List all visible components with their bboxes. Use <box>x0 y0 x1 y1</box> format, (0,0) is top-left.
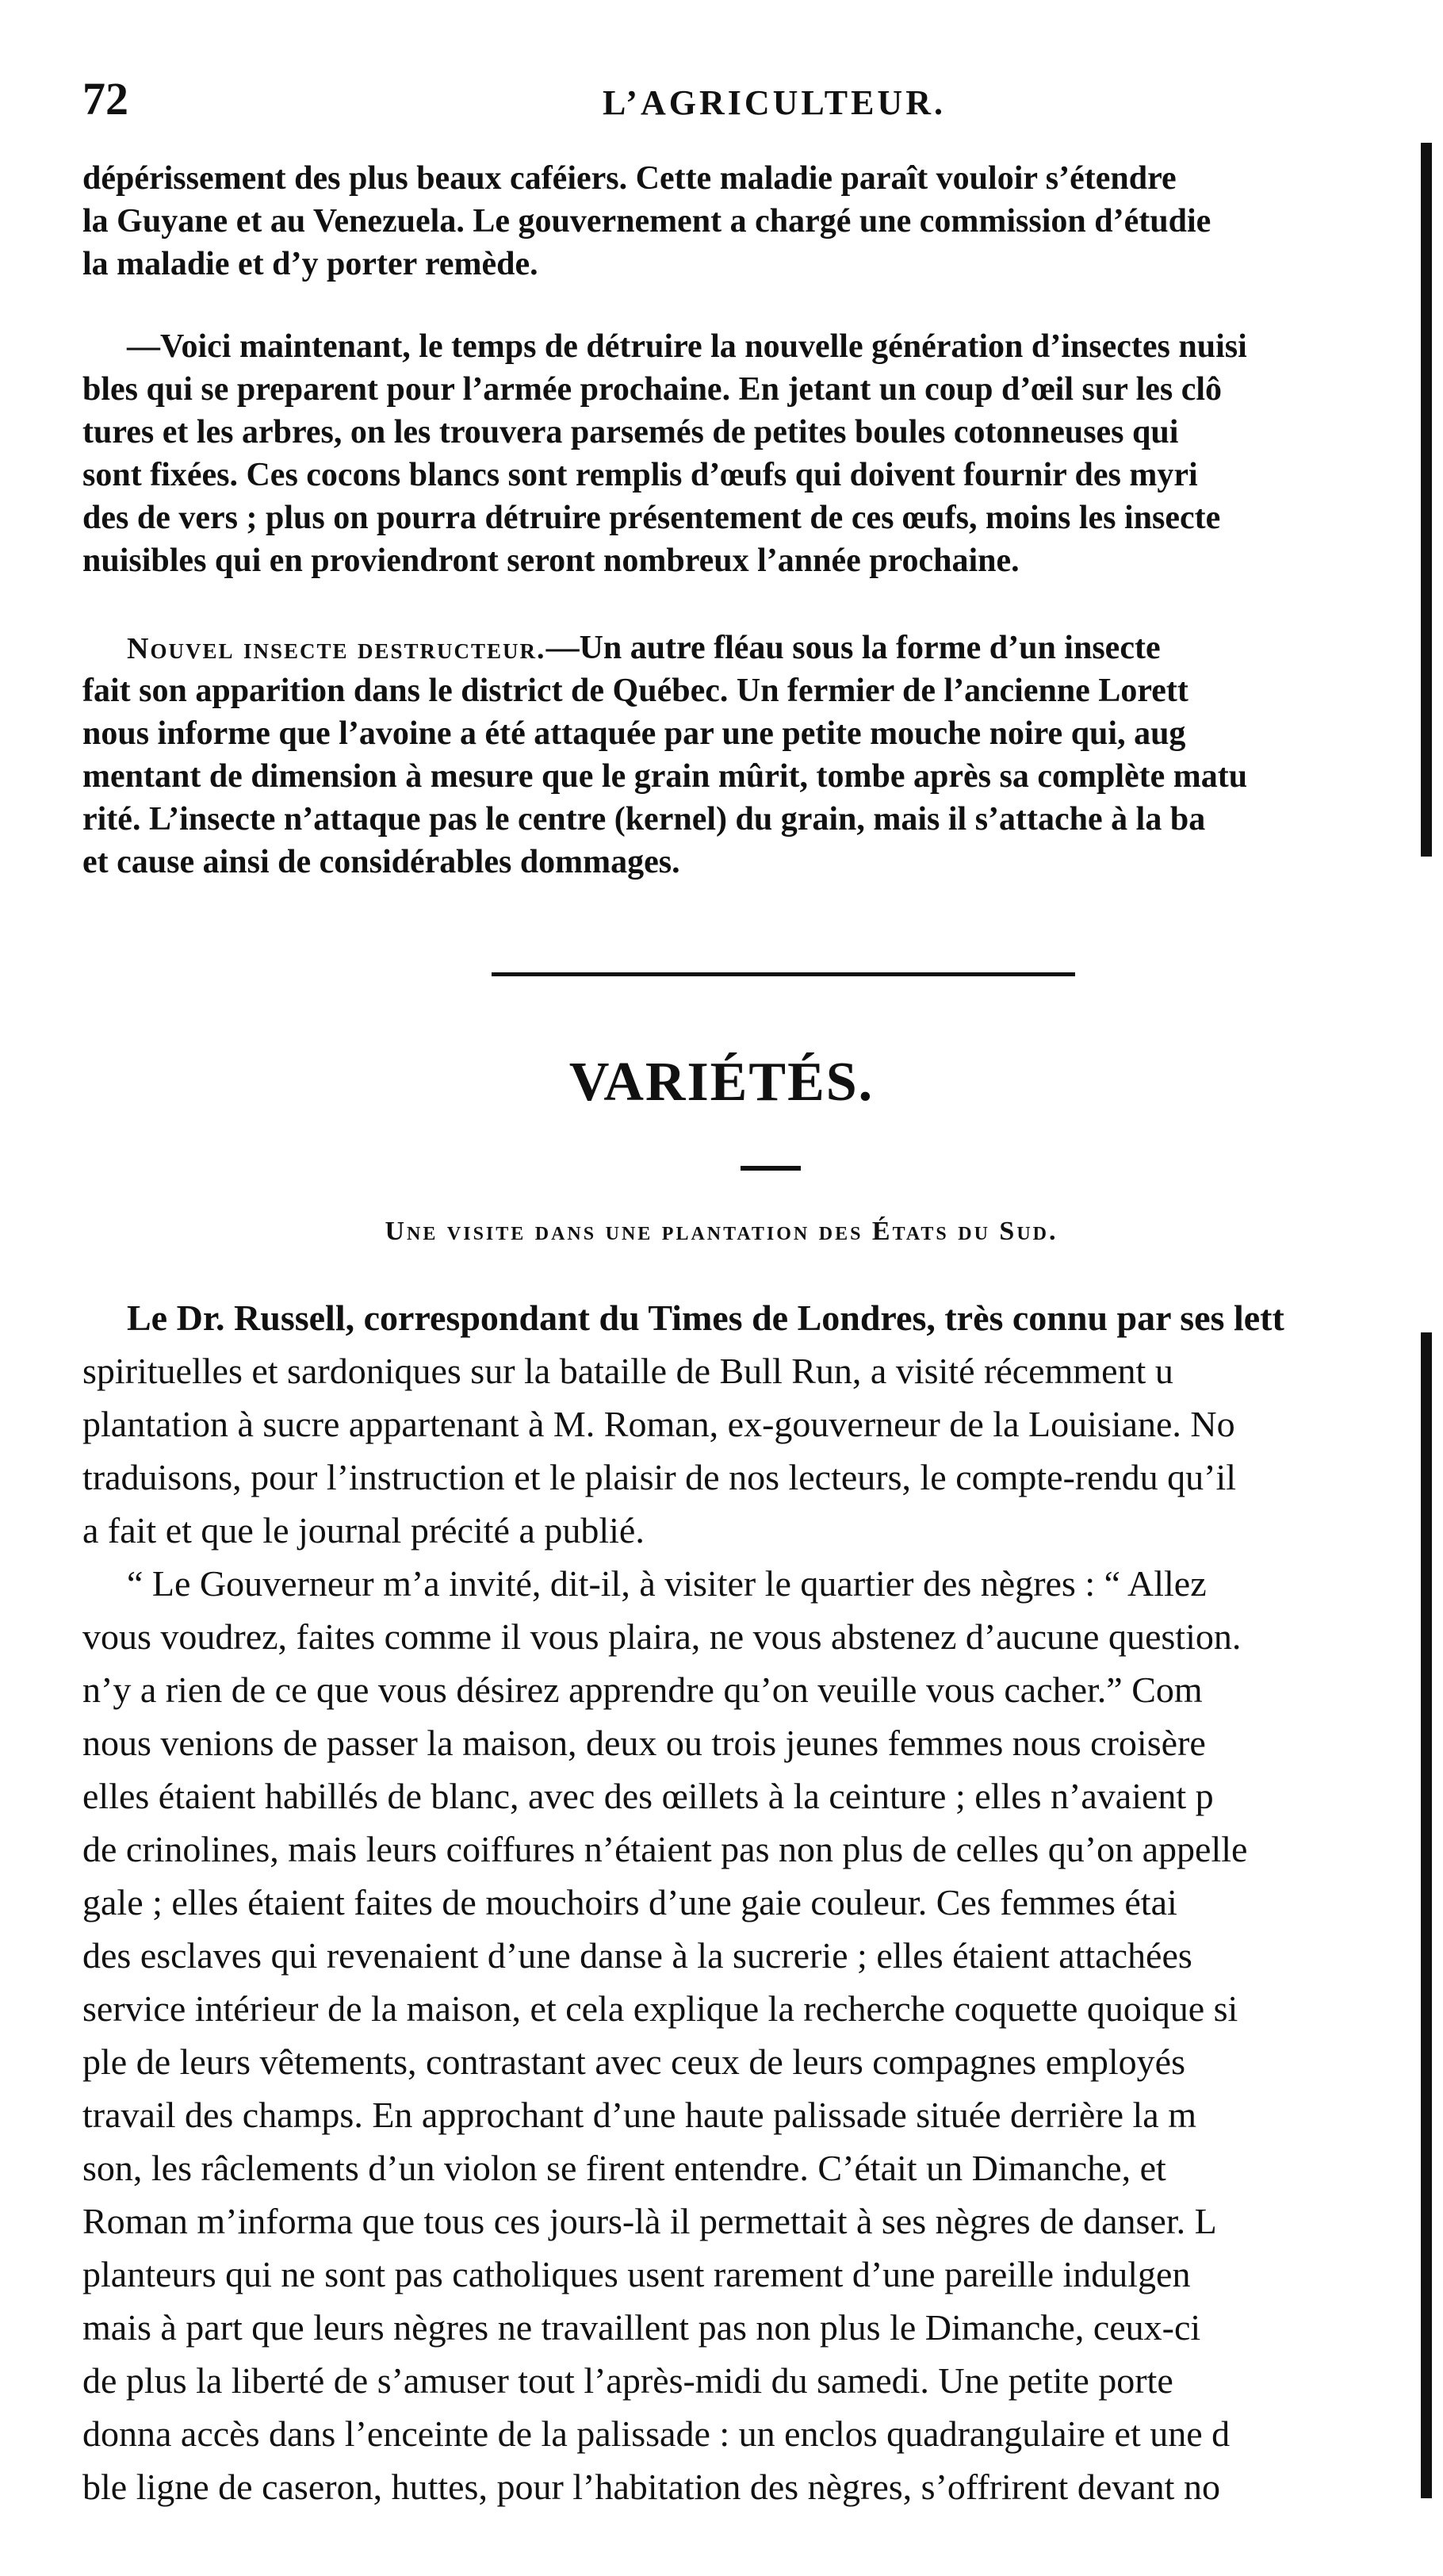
text-line: de crinolines, mais leurs coiffures n’étaient pas non plus de celles qu’on appelle <box>82 1829 1248 1869</box>
text-line: elles étaient habillés de blanc, avec des œillets à la ceinture ; elles n’avaient p <box>82 1776 1214 1816</box>
text-line <box>82 627 1422 669</box>
text-line: a fait et que le journal précité a publié. <box>82 1510 645 1551</box>
paragraph-insect-generation <box>82 325 1422 582</box>
text-line: bles qui se preparent pour l’armée prochaine. En jetant un coup d’œil sur les clô <box>82 371 1223 408</box>
text-line: nuisibles qui en proviendront seront nombreux l’année prochaine. <box>82 542 1020 579</box>
text-line: mais à part que leurs nègres ne travaillent pas non plus le Dimanche, ceux-ci <box>82 2307 1201 2348</box>
text-line: de plus la liberté de s’amuser tout l’après-midi du samedi. Une petite porte <box>82 2360 1173 2401</box>
paragraph-new-insect <box>82 627 1422 884</box>
running-title: L’AGRICULTEUR. <box>603 83 946 122</box>
gutter-shadow-top <box>1421 143 1432 857</box>
text-line: travail des champs. En approchant d’une haute palissade située derrière la m <box>82 2095 1196 2135</box>
text-line: des de vers ; plus on pourra détruire présentement de ces œufs, moins les insecte <box>82 500 1221 536</box>
text-line: plantation à sucre appartenant à M. Roman, ex-gouverneur de la Louisiane. No <box>82 1404 1235 1444</box>
text-line: son, les râclements d’un violon se firent entendre. C’était un Dimanche, et <box>82 2148 1166 2188</box>
text-line: donna accès dans l’enceinte de la palissade : un enclos quadrangulaire et une d <box>82 2413 1231 2454</box>
text-line: la Guyane et au Venezuela. Le gouvernement a chargé une commission d’étudie <box>82 203 1211 240</box>
text-line: nous informe que l’avoine a été attaquée par une petite mouche noire qui, aug <box>82 715 1186 752</box>
paragraph-coffee-disease <box>82 157 1422 286</box>
text-line: ble ligne de caseron, huttes, pour l’habitation des nègres, s’offrirent devant no <box>82 2467 1220 2507</box>
page-number: 72 <box>82 73 128 125</box>
text-line: la maladie et d’y porter remède. <box>82 246 538 282</box>
text-line: gale ; elles étaient faites de mouchoirs d’une gaie couleur. Ces femmes étai <box>82 1882 1177 1922</box>
text-line: “ Le Gouverneur m’a invité, dit-il, à visiter le quartier des nègres : “ Allez <box>127 1563 1207 1604</box>
text-line: dépérissement des plus beaux caféiers. Cette maladie paraît vouloir s’étendre <box>82 160 1177 197</box>
text-line: Le Dr. Russell, correspondant du Times de Londres, très connu par ses lett <box>127 1298 1284 1338</box>
text-line: sont fixées. Ces cocons blancs sont remplis d’œufs qui doivent fournir des myri <box>82 457 1198 493</box>
text-line: rité. L’insecte n’attaque pas le centre (kernel) du grain, mais il s’attache à la ba <box>82 801 1206 838</box>
gutter-shadow-bottom <box>1421 1332 1432 2498</box>
text-line: —Voici maintenant, le temps de détruire la nouvelle génération d’insectes nuisi <box>127 328 1247 365</box>
text-line: spirituelles et sardoniques sur la bataille de Bull Run, a visité récemment u <box>82 1351 1173 1391</box>
text-line: ple de leurs vêtements, contrastant avec ceux de leurs compagnes employés <box>82 2041 1185 2082</box>
text-line: des esclaves qui revenaient d’une danse à la sucrerie ; elles étaient attachées <box>82 1935 1192 1976</box>
title-rule <box>741 1166 801 1171</box>
text-line: vous voudrez, faites comme il vous plaira, ne vous abstenez d’aucune question. <box>82 1616 1242 1657</box>
text-line: Roman m’informa que tous ces jours-là il permettait à ses nègres de danser. L <box>82 2201 1217 2241</box>
article-body <box>82 1291 1422 2513</box>
text-line: fait son apparition dans le district de Québec. Un fermier de l’ancienne Lorett <box>82 673 1188 709</box>
text-line: mentant de dimension à mesure que le grain mûrit, tombe après sa complète matu <box>82 758 1248 795</box>
text-line: planteurs qui ne sont pas catholiques usent rarement d’une pareille indulgen <box>82 2254 1191 2294</box>
text-line: traduisons, pour l’instruction et le plaisir de nos lecteurs, le compte-rendu qu’il <box>82 1457 1237 1497</box>
text-line: service intérieur de la maison, et cela explique la recherche coquette quoique si <box>82 1988 1238 2029</box>
paragraph-heading: Nouvel insecte destructeur. <box>127 632 546 665</box>
section-title: VARIÉTÉS. <box>568 1052 875 1113</box>
text-line: tures et les arbres, on les trouvera parsemés de petites boules cotonneuses qui <box>82 414 1179 450</box>
text-line: nous venions de passer la maison, deux ou trois jeunes femmes nous croisère <box>82 1723 1206 1763</box>
section-separator <box>492 972 1075 976</box>
text-line: et cause ainsi de considérables dommages. <box>82 844 680 880</box>
text-line: n’y a rien de ce que vous désirez apprendre qu’on veuille vous cacher.” Com <box>82 1669 1203 1710</box>
article-heading: Une visite dans une plantation des États du Sud. <box>385 1217 1058 1246</box>
text-run: —Un autre fléau sous la forme d’un insecte <box>545 630 1161 666</box>
